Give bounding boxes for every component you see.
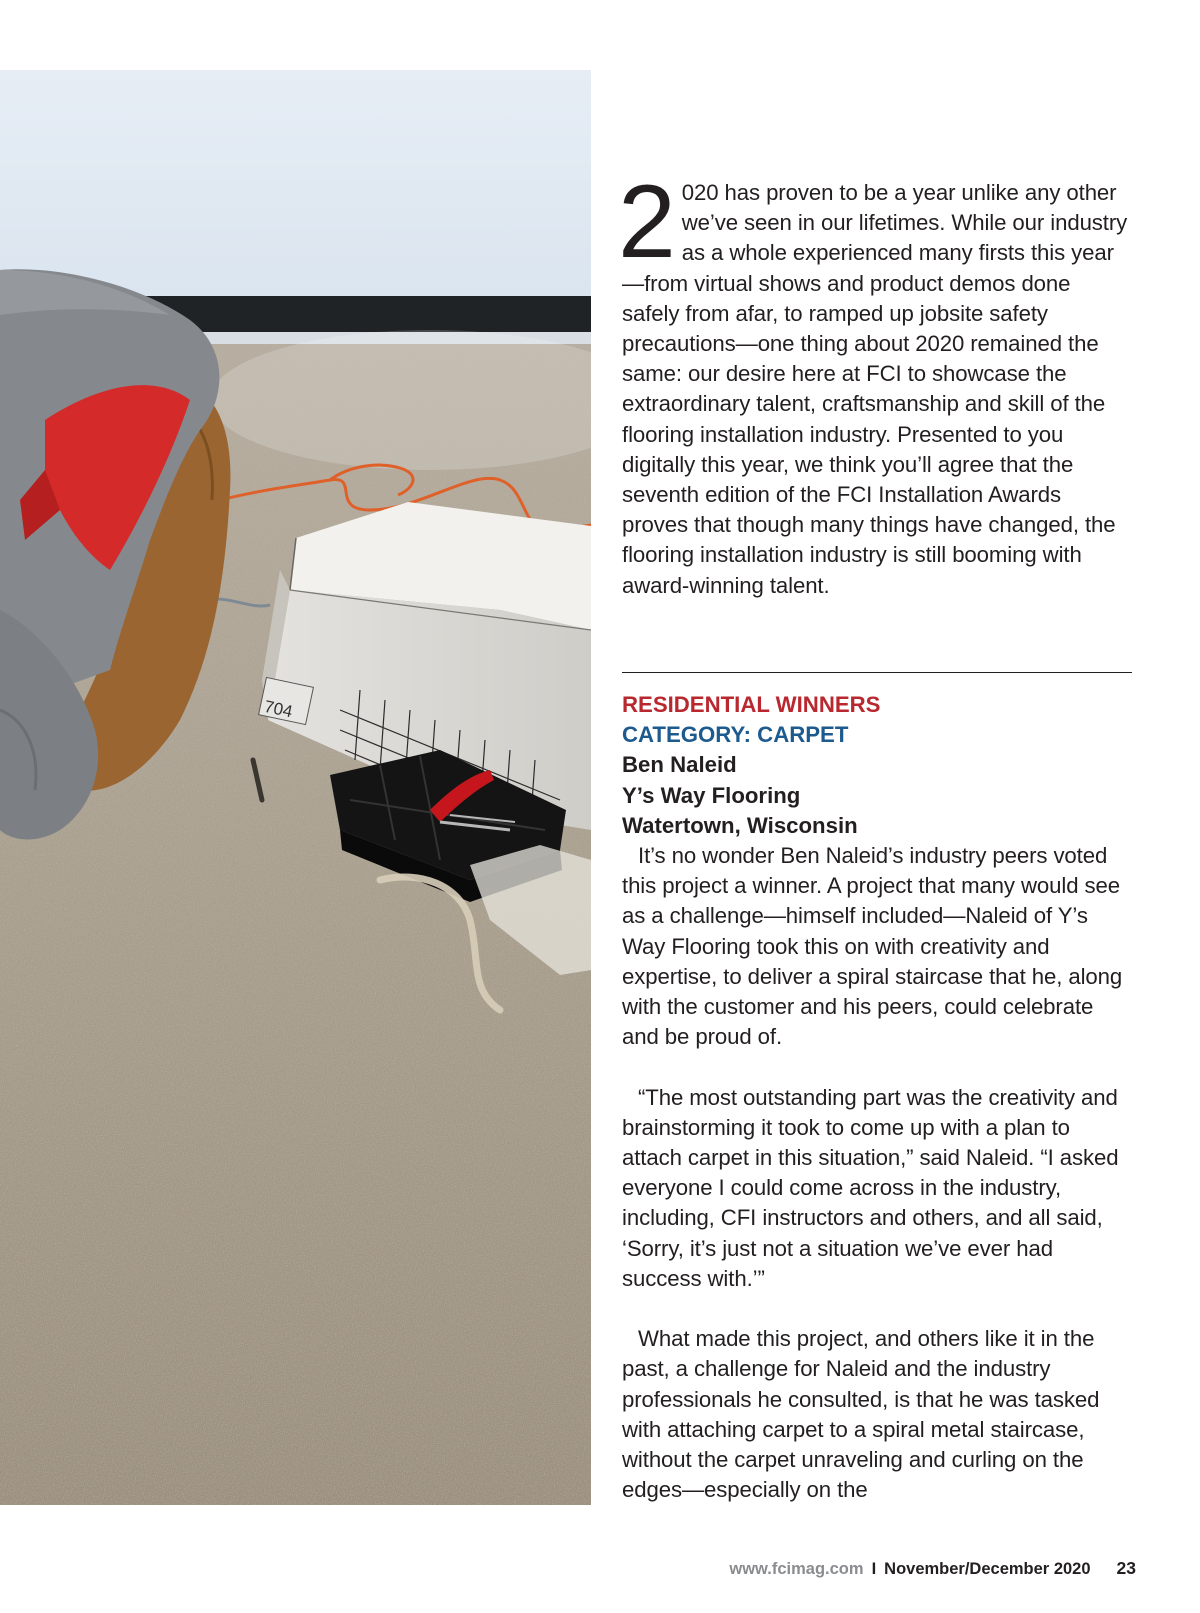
category-heading: CATEGORY: CARPET: [622, 722, 849, 748]
winner-location: Watertown, Wisconsin: [622, 812, 858, 838]
body-paragraph-1: It’s no wonder Ben Naleid’s industry peers voted this project a winner. A project that many would see as a challenge—himself included—Naleid of Y’s Way Flooring took this on with creativity and expertise, to deliver a spiral staircase that he, along with the customer and his peers, could celebrate and be proud of.: [622, 843, 1123, 1050]
paragraph-spacer: [622, 1052, 1132, 1082]
box-label: 704: [262, 696, 295, 722]
body-paragraph-3: What made this project, and others like it in the past, a challenge for Naleid and the industry professionals he consulted, is that he was tasked with attaching carpet to a spiral metal staircase, without the carpet unraveling and curling on the edges—especially on the: [622, 1326, 1100, 1503]
intro-paragraph: [618, 164, 1132, 601]
intro-text: 020 has proven to be a year unlike any other we’ve seen in our lifetimes. While our industry as a whole experienced many firsts this year—from virtual shows and product demos done safely from afar, to ramped up jobsite safety precautions—one thing about 2020 remained the same: our desire here at FCI to showcase the extraordinary talent, craftsmanship and skill of the flooring installation industry. Presented to you digitally this year, we think you’ll agree that the seventh edition of the FCI Installation Awards proves that though many things have changed, the flooring installation industry is still booming with award-winning talent.: [622, 180, 1128, 598]
article-photo: [0, 70, 591, 1505]
footer-url[interactable]: www.fcimag.com: [729, 1560, 864, 1578]
footer-issue: November/December 2020: [884, 1560, 1091, 1578]
wall: [0, 70, 591, 296]
page-footer: [729, 1558, 1136, 1579]
paragraph-spacer: [622, 1294, 1132, 1324]
section-heading: RESIDENTIAL WINNERS: [622, 692, 881, 717]
winner-company: Y’s Way Flooring: [622, 782, 801, 808]
section-divider: [622, 672, 1132, 673]
winner-name: Ben Naleid: [622, 752, 737, 778]
residential-winners-section: [622, 690, 1132, 1505]
footer-separator: I: [871, 1560, 877, 1578]
page-number: 23: [1116, 1558, 1136, 1578]
drop-cap: 2: [618, 164, 676, 280]
article-intro: [618, 164, 1132, 601]
body-paragraph-2: “The most outstanding part was the creativity and brainstorming it took to come up with a plan to attach carpet in this situation,” said Naleid. “I asked everyone I could come across in the industry, including, CFI instructors and others, and all said, ‘Sorry, it’s just not a situation we’ve ever had success with.’”: [622, 1084, 1119, 1291]
